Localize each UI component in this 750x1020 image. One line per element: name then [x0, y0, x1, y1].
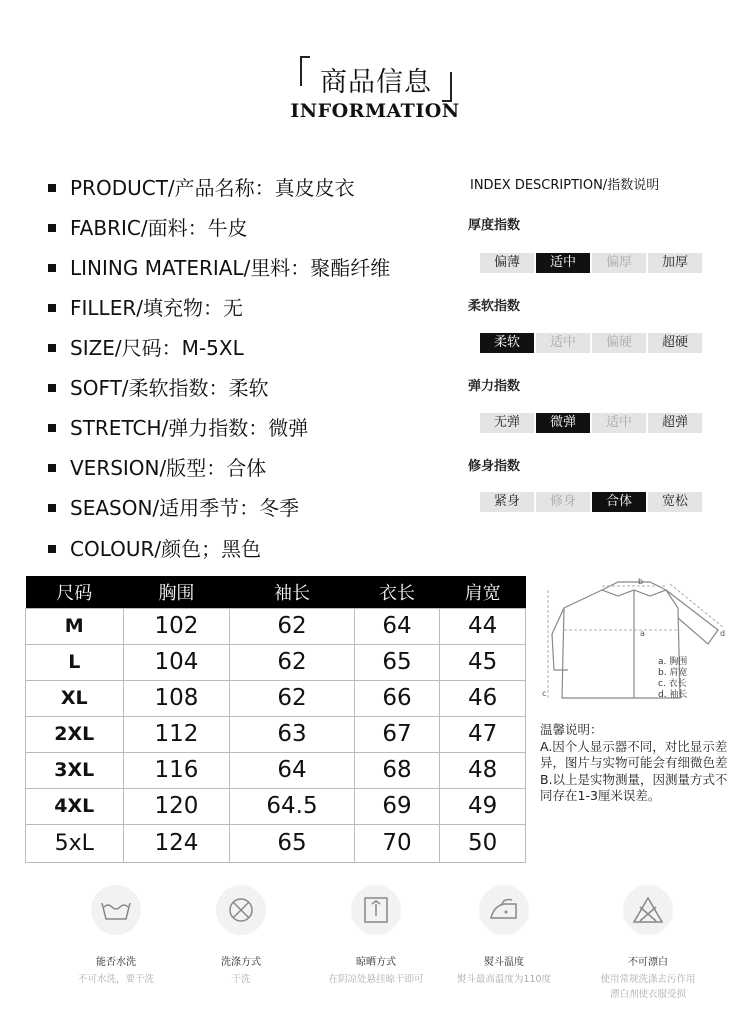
diagram-letter: b: [638, 578, 644, 586]
scale-option: 偏薄: [480, 253, 534, 273]
scale-option: 无弹: [480, 413, 534, 433]
attr-lining: LINING MATERIAL/里料：聚酯纤维: [48, 252, 390, 281]
care-item-bleach: [584, 880, 712, 1002]
bullet-icon: [48, 304, 56, 312]
title-cn: 商品信息: [320, 67, 432, 98]
size-table: [25, 576, 526, 863]
care-title: 晾晒方式: [356, 957, 396, 968]
table-cell: 112: [123, 716, 230, 752]
note-line: A.因个人显示器不同，对比显示差异，图片与实物可能会有细微色差: [540, 738, 728, 770]
scale-fit: [480, 492, 702, 512]
table-row: [26, 680, 526, 716]
care-item-wash-method: [181, 880, 301, 987]
table-cell: 62: [230, 608, 354, 644]
legend-item: b. 肩宽: [658, 668, 688, 678]
bullet-icon: [48, 264, 56, 272]
scale-option: 偏厚: [592, 253, 646, 273]
table-row: [26, 644, 526, 680]
iron-icon: [479, 885, 529, 935]
table-cell: 120: [123, 788, 230, 824]
table-cell: 45: [440, 644, 526, 680]
bullet-icon: [48, 224, 56, 232]
care-title: 不可漂白: [628, 957, 668, 968]
table-row: [26, 752, 526, 788]
care-title: 洗涤方式: [221, 957, 261, 968]
attr-product: PRODUCT/产品名称：真皮皮衣: [48, 172, 355, 201]
bullet-icon: [48, 464, 56, 472]
care-item-drying: [316, 880, 436, 987]
washing-icon: [91, 885, 141, 935]
scale-option: 超弹: [648, 413, 702, 433]
care-sub: 熨斗最高温度为110度: [456, 974, 552, 985]
bullet-icon: [48, 504, 56, 512]
size-cell: 4XL: [26, 788, 124, 824]
table-cell: 108: [123, 680, 230, 716]
bullet-icon: [48, 424, 56, 432]
drying-icon: [351, 885, 401, 935]
col-header: 尺码: [26, 576, 124, 608]
table-cell: 62: [230, 680, 354, 716]
scale-option: 适中: [536, 333, 590, 353]
table-cell: 66: [354, 680, 440, 716]
care-title: 能否水洗: [96, 957, 136, 968]
table-row: [26, 716, 526, 752]
index-title: INDEX DESCRIPTION/指数说明: [470, 178, 660, 193]
bullet-icon: [48, 184, 56, 192]
scale-option-selected: 柔软: [480, 333, 534, 353]
care-sub: [584, 972, 712, 1002]
care-title: 熨斗温度: [484, 957, 524, 968]
table-cell: 124: [123, 824, 230, 862]
attr-fabric: FABRIC/面料：牛皮: [48, 212, 248, 241]
bullet-icon: [48, 344, 56, 352]
table-cell: 46: [440, 680, 526, 716]
diagram-letter: d: [720, 629, 726, 638]
care-sub-line: 使用常规洗涤去污作用: [600, 974, 696, 985]
col-header: 衣长: [354, 576, 440, 608]
diagram-legend: [658, 657, 687, 701]
size-cell: 3XL: [26, 752, 124, 788]
attr-colour: COLOUR/颜色；黑色: [48, 533, 261, 562]
care-sub: 不可水洗，要干洗: [77, 974, 154, 985]
table-cell: 69: [354, 788, 440, 824]
shirt-left-sleeve: [552, 608, 568, 670]
size-cell: 5xL: [26, 824, 124, 862]
attr-soft: SOFT/柔软指数：柔软: [48, 372, 269, 401]
care-item-washing: [56, 880, 176, 987]
table-cell: 102: [123, 608, 230, 644]
bullet-icon: [48, 545, 56, 553]
scale-option-selected: 合体: [592, 492, 646, 512]
table-cell: 70: [354, 824, 440, 862]
table-cell: 65: [354, 644, 440, 680]
diagram-letter: a: [640, 629, 645, 638]
note-line: B.以上是实物测量，因测量方式不同存在1-3厘米误差。: [540, 771, 728, 803]
measurement-diagram: [540, 578, 730, 708]
table-header-row: [26, 576, 526, 608]
care-sub: 在阴凉处悬挂晾干即可: [328, 974, 424, 985]
scale-option: 加厚: [648, 253, 702, 273]
table-row: [26, 608, 526, 644]
table-cell: 67: [354, 716, 440, 752]
note-title: 温馨说明：: [540, 722, 603, 737]
care-item-ironing: [444, 880, 564, 987]
scale-stretch: [480, 413, 702, 433]
diagram-letter: c: [542, 689, 547, 698]
table-cell: 50: [440, 824, 526, 862]
size-cell: M: [26, 608, 124, 644]
scale-option: 偏硬: [592, 333, 646, 353]
scale-option: 宽松: [648, 492, 702, 512]
attr-version: VERSION/版型：合体: [48, 452, 266, 481]
attr-size: SIZE/尺码：M-5XL: [48, 332, 244, 361]
col-header: 胸围: [123, 576, 230, 608]
header: [0, 48, 750, 128]
table-cell: 49: [440, 788, 526, 824]
table-cell: 62: [230, 644, 354, 680]
care-sub-line: 漂白剂使衣服受损: [609, 989, 686, 1000]
scale-option-selected: 微弹: [536, 413, 590, 433]
table-cell: 44: [440, 608, 526, 644]
table-cell: 64: [230, 752, 354, 788]
scale-option: 超硬: [648, 333, 702, 353]
measurement-note: [540, 722, 740, 805]
index-label-softness: 柔软指数: [468, 299, 521, 314]
size-cell: L: [26, 644, 124, 680]
attr-stretch: STRETCH/弹力指数：微弹: [48, 412, 308, 441]
size-cell: 2XL: [26, 716, 124, 752]
no-bleach-icon: [623, 885, 673, 935]
dry-clean-icon: [216, 885, 266, 935]
size-cell: XL: [26, 680, 124, 716]
table-cell: 47: [440, 716, 526, 752]
table-cell: 65: [230, 824, 354, 862]
legend-item: a. 胸围: [658, 657, 688, 667]
table-cell: 116: [123, 752, 230, 788]
scale-softness: [480, 333, 702, 353]
title-en: INFORMATION: [290, 100, 460, 122]
scale-thickness: [480, 253, 702, 273]
table-cell: 64.5: [230, 788, 354, 824]
scale-option: 修身: [536, 492, 590, 512]
index-label-stretch: 弹力指数: [468, 379, 521, 394]
table-cell: 104: [123, 644, 230, 680]
index-label-thickness: 厚度指数: [468, 218, 521, 233]
table-cell: 63: [230, 716, 354, 752]
col-header: 袖长: [230, 576, 354, 608]
attr-filler: FILLER/填充物：无: [48, 292, 243, 321]
legend-item: d. 袖长: [658, 690, 688, 700]
col-header: 肩宽: [440, 576, 526, 608]
scale-option-selected: 适中: [536, 253, 590, 273]
table-cell: 68: [354, 752, 440, 788]
table-row: [26, 824, 526, 862]
legend-item: c. 衣长: [658, 679, 687, 689]
table-cell: 64: [354, 608, 440, 644]
attr-season: SEASON/适用季节：冬季: [48, 492, 299, 521]
scale-option: 紧身: [480, 492, 534, 512]
bullet-icon: [48, 384, 56, 392]
index-label-fit: 修身指数: [468, 459, 521, 474]
table-cell: 48: [440, 752, 526, 788]
table-row: [26, 788, 526, 824]
scale-option: 适中: [592, 413, 646, 433]
care-sub: 干洗: [231, 974, 251, 985]
